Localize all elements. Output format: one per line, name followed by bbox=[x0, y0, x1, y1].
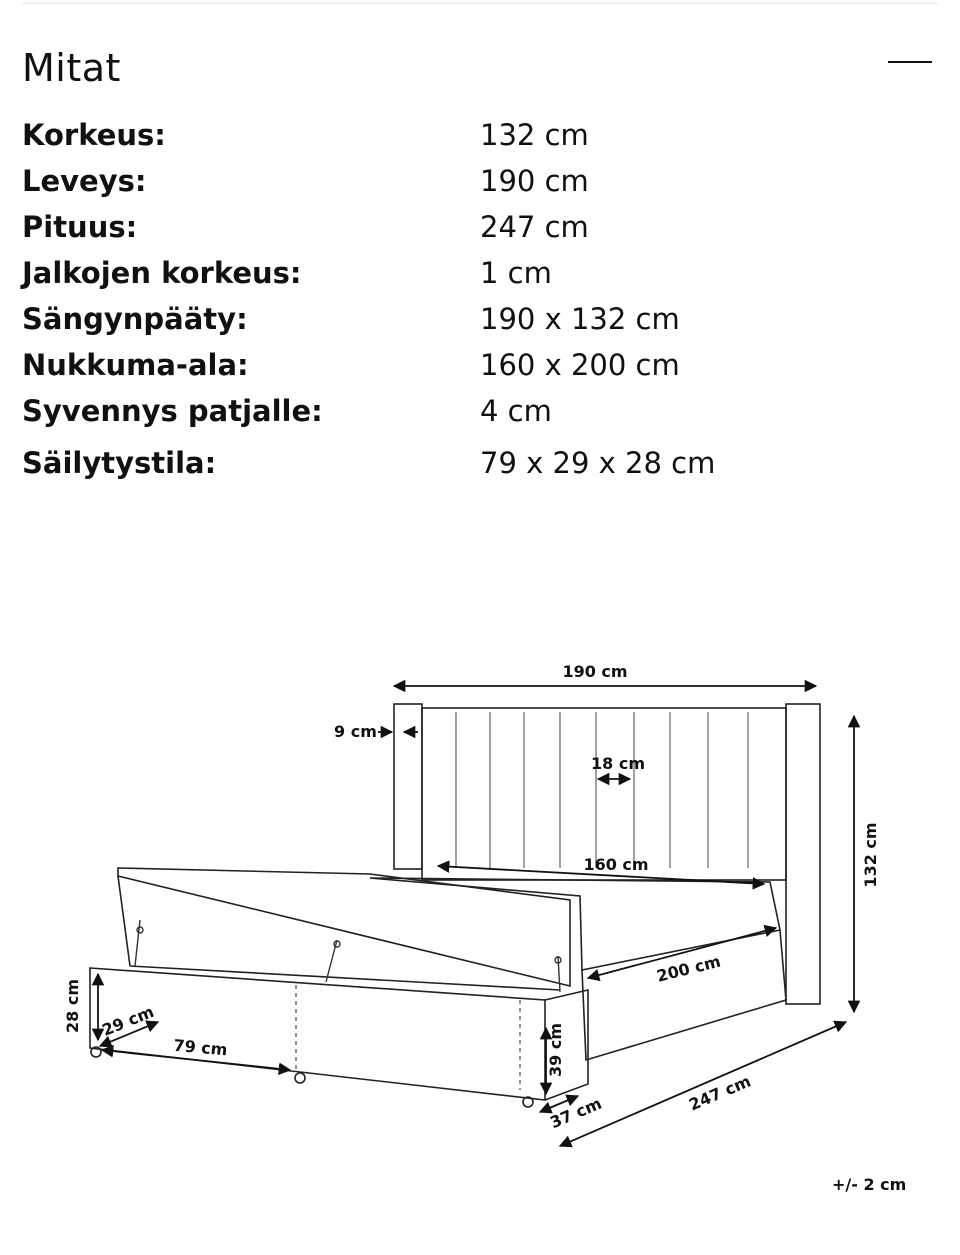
spec-value: 247 cm bbox=[480, 210, 589, 244]
spec-value: 190 cm bbox=[480, 164, 589, 198]
minus-icon bbox=[888, 61, 932, 63]
spec-label: Sängynpääty: bbox=[22, 302, 248, 336]
spec-value: 1 cm bbox=[480, 256, 552, 290]
storage-box bbox=[90, 966, 588, 1107]
mattress-platform bbox=[370, 878, 786, 1060]
label-frame-thickness: 9 cm bbox=[334, 722, 377, 741]
bed-dimension-diagram bbox=[0, 640, 960, 1220]
spec-label: Nukkuma-ala: bbox=[22, 348, 249, 382]
label-panel-width: 18 cm bbox=[591, 754, 645, 773]
spec-row-headboard bbox=[22, 302, 922, 348]
label-storage-depth: 29 cm bbox=[99, 1001, 157, 1040]
label-length: 247 cm bbox=[686, 1071, 754, 1115]
label-mattress-width: 160 cm bbox=[583, 855, 649, 874]
label-storage-width: 79 cm bbox=[172, 1035, 229, 1060]
label-height: 132 cm bbox=[861, 822, 880, 888]
label-side-height: 39 cm bbox=[546, 1023, 565, 1077]
label-width: 190 cm bbox=[562, 662, 628, 681]
spec-row-height bbox=[22, 118, 922, 164]
spec-value: 190 x 132 cm bbox=[480, 302, 680, 336]
top-divider bbox=[22, 3, 938, 4]
spec-label: Jalkojen korkeus: bbox=[22, 256, 302, 290]
spec-label: Syvennys patjalle: bbox=[22, 394, 323, 428]
label-footboard-depth: 37 cm bbox=[547, 1093, 605, 1133]
spec-list bbox=[22, 118, 922, 492]
spec-label: Pituus: bbox=[22, 210, 138, 244]
label-storage-height: 28 cm bbox=[63, 979, 82, 1033]
lifted-lid bbox=[118, 868, 570, 986]
spec-row-width bbox=[22, 164, 922, 210]
spec-value: 160 x 200 cm bbox=[480, 348, 680, 382]
label-mattress-length: 200 cm bbox=[654, 951, 723, 986]
spec-label: Korkeus: bbox=[22, 118, 166, 152]
section-title: Mitat bbox=[22, 46, 121, 90]
spec-value: 4 cm bbox=[480, 394, 552, 428]
tolerance-note: +/- 2 cm bbox=[832, 1175, 907, 1194]
spec-row-storage bbox=[22, 446, 922, 492]
spec-label: Leveys: bbox=[22, 164, 147, 198]
spec-label: Säilytystila: bbox=[22, 446, 217, 480]
collapse-button[interactable] bbox=[888, 56, 932, 70]
spec-row-sleeping-area bbox=[22, 348, 922, 394]
lid-hinges bbox=[135, 920, 561, 992]
spec-row-length bbox=[22, 210, 922, 256]
spec-row-leg-height bbox=[22, 256, 922, 302]
dimension-labels bbox=[63, 662, 880, 1132]
spec-value: 132 cm bbox=[480, 118, 589, 152]
bed-line-drawing bbox=[0, 640, 960, 1220]
spec-row-mattress-recess bbox=[22, 394, 922, 440]
spec-value: 79 x 29 x 28 cm bbox=[480, 446, 716, 480]
